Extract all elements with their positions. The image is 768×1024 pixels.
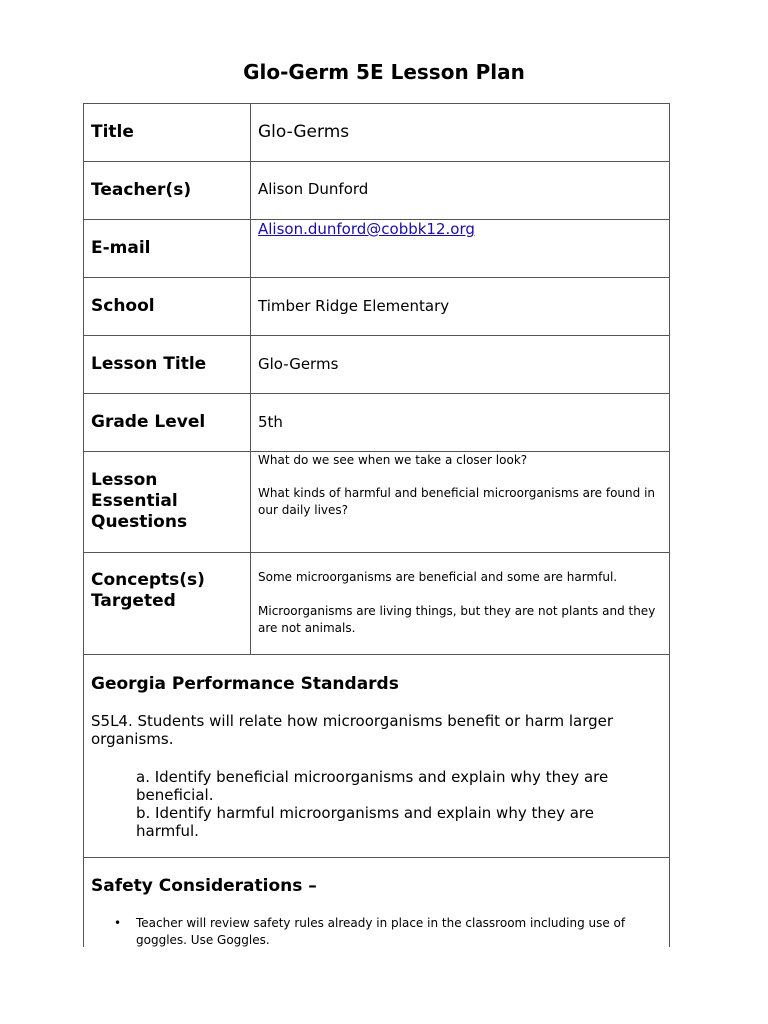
row-value: 5th [258,413,283,431]
row-value: Glo-Germs [258,355,339,373]
question-text: What do we see when we take a closer look? [258,453,528,467]
row-label: Concepts(s) Targeted [91,570,205,611]
table-row [84,553,669,655]
row-label: School [91,296,155,316]
row-value: Glo-Germs [258,122,350,142]
standards-heading: Georgia Performance Standards [91,674,399,694]
bullet-icon: • [114,916,122,930]
row-value: Timber Ridge Elementary [258,297,450,315]
concept-text: Some microorganisms are beneficial and some are harmful. [258,570,618,584]
table-row [84,336,669,394]
table-row [84,220,669,278]
row-label: Lesson Title [91,354,207,374]
email-link[interactable]: Alison.dunford@cobbk12.org [258,220,475,238]
standards-section [84,655,669,858]
concept-text: Microorganisms are living things, but they are not plants and they are not animals. [258,604,656,635]
safety-section [84,857,669,948]
table-row [84,162,669,220]
standards-item: a. Identify beneficial microorganisms and explain why they are beneficial. [136,768,609,804]
row-value: Alison Dunford [258,180,369,198]
lesson-plan-table [83,103,670,947]
row-label: Teacher(s) [91,180,192,200]
table-row [84,394,669,452]
document-title: Glo-Germ 5E Lesson Plan [243,60,525,84]
table-row [84,104,669,162]
standards-intro: S5L4. Students will relate how microorganisms benefit or harm larger organisms. [91,712,614,748]
safety-bullet: Teacher will review safety rules already in place in the classroom including use of goggles. Use Goggles. [136,916,626,947]
row-label: Lesson Essential Questions [91,470,188,532]
row-label: E-mail [91,238,151,258]
question-text: What kinds of harmful and beneficial microorganisms are found in our daily lives? [258,486,656,517]
standards-item: b. Identify harmful microorganisms and explain why they are harmful. [136,804,594,840]
safety-heading: Safety Considerations – [91,876,317,896]
table-row [84,278,669,336]
row-label: Title [91,122,134,142]
table-row [84,452,669,553]
row-label: Grade Level [91,412,206,432]
